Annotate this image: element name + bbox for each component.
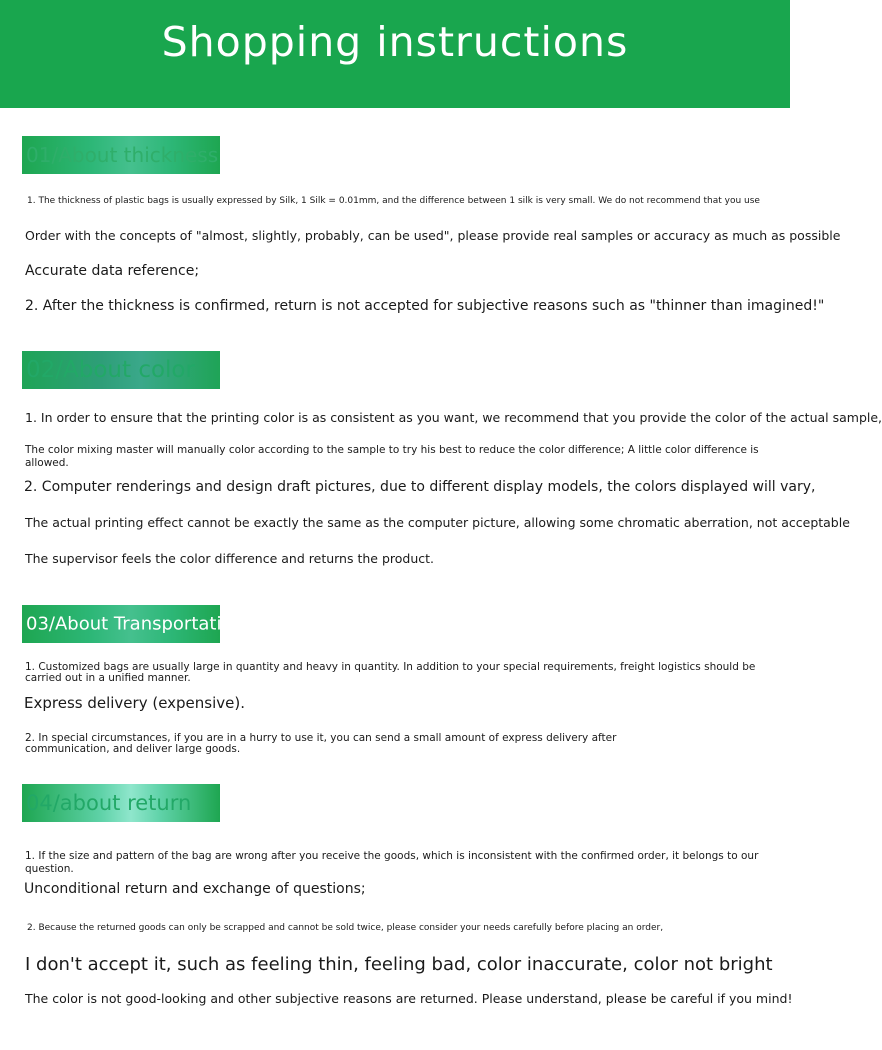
paragraph: The color is not good-looking and other subjective reasons are returned. Please understand, please be careful if you mind! [25, 991, 793, 1006]
paragraph: 2. In special circumstances, if you are in a hurry to use it, you can send a small amount of express delivery after communication, and deliver large goods. [25, 732, 617, 755]
paragraph: Accurate data reference; [25, 263, 200, 279]
paragraph: Express delivery (expensive). [24, 694, 246, 712]
section-tag-label: 04/about return [26, 791, 192, 815]
paragraph: 1. The thickness of plastic bags is usually expressed by Silk, 1 Silk = 0.01mm, and the difference between 1 silk is very small. We do not recommend that you use [27, 196, 760, 206]
paragraph: I don't accept it, such as feeling thin, feeling bad, color inaccurate, color not bright [25, 954, 773, 975]
paragraph: The actual printing effect cannot be exactly the same as the computer picture, allowing some chromatic aberration, not acceptable [25, 515, 850, 530]
page-title: Shopping instructions [161, 18, 629, 66]
header-banner [0, 0, 790, 108]
paragraph: 2. Computer renderings and design draft pictures, due to different display models, the colors displayed will vary, [24, 479, 816, 495]
section-tag-transportation [22, 605, 244, 643]
paragraph: Order with the concepts of "almost, slightly, probably, can be used", please provide real samples or accuracy as much as possible [25, 228, 841, 243]
section-tag-label: 03/About Transportation [26, 613, 244, 635]
paragraph: Unconditional return and exchange of questions; [24, 881, 366, 897]
paragraph: The supervisor feels the color difference and returns the product. [25, 551, 435, 566]
paragraph: 1. If the size and pattern of the bag are wrong after you receive the goods, which is inconsistent with the confirmed order, it belongs to our question. [25, 850, 759, 875]
section-tag-label: 02/About color [26, 357, 195, 383]
section-tag-color [22, 351, 220, 389]
paragraph: 1. Customized bags are usually large in quantity and heavy in quantity. In addition to your special requirements, freight logistics should be carried out in a unified manner. [25, 661, 756, 684]
paragraph: 2. After the thickness is confirmed, return is not accepted for subjective reasons such as "thinner than imagined!" [25, 298, 825, 314]
section-tag-return [22, 784, 220, 822]
paragraph: 1. In order to ensure that the printing color is as consistent as you want, we recommend that you provide the color of the actual sample, [25, 410, 882, 425]
paragraph: 2. Because the returned goods can only be scrapped and cannot be sold twice, please consider your needs carefully before placing an order, [27, 923, 664, 933]
section-tag-label: 01/About thickness [26, 143, 219, 167]
section-tag-thickness [22, 136, 220, 174]
paragraph: The color mixing master will manually color according to the sample to try his best to reduce the color difference; A little color difference is allowed. [25, 444, 759, 469]
